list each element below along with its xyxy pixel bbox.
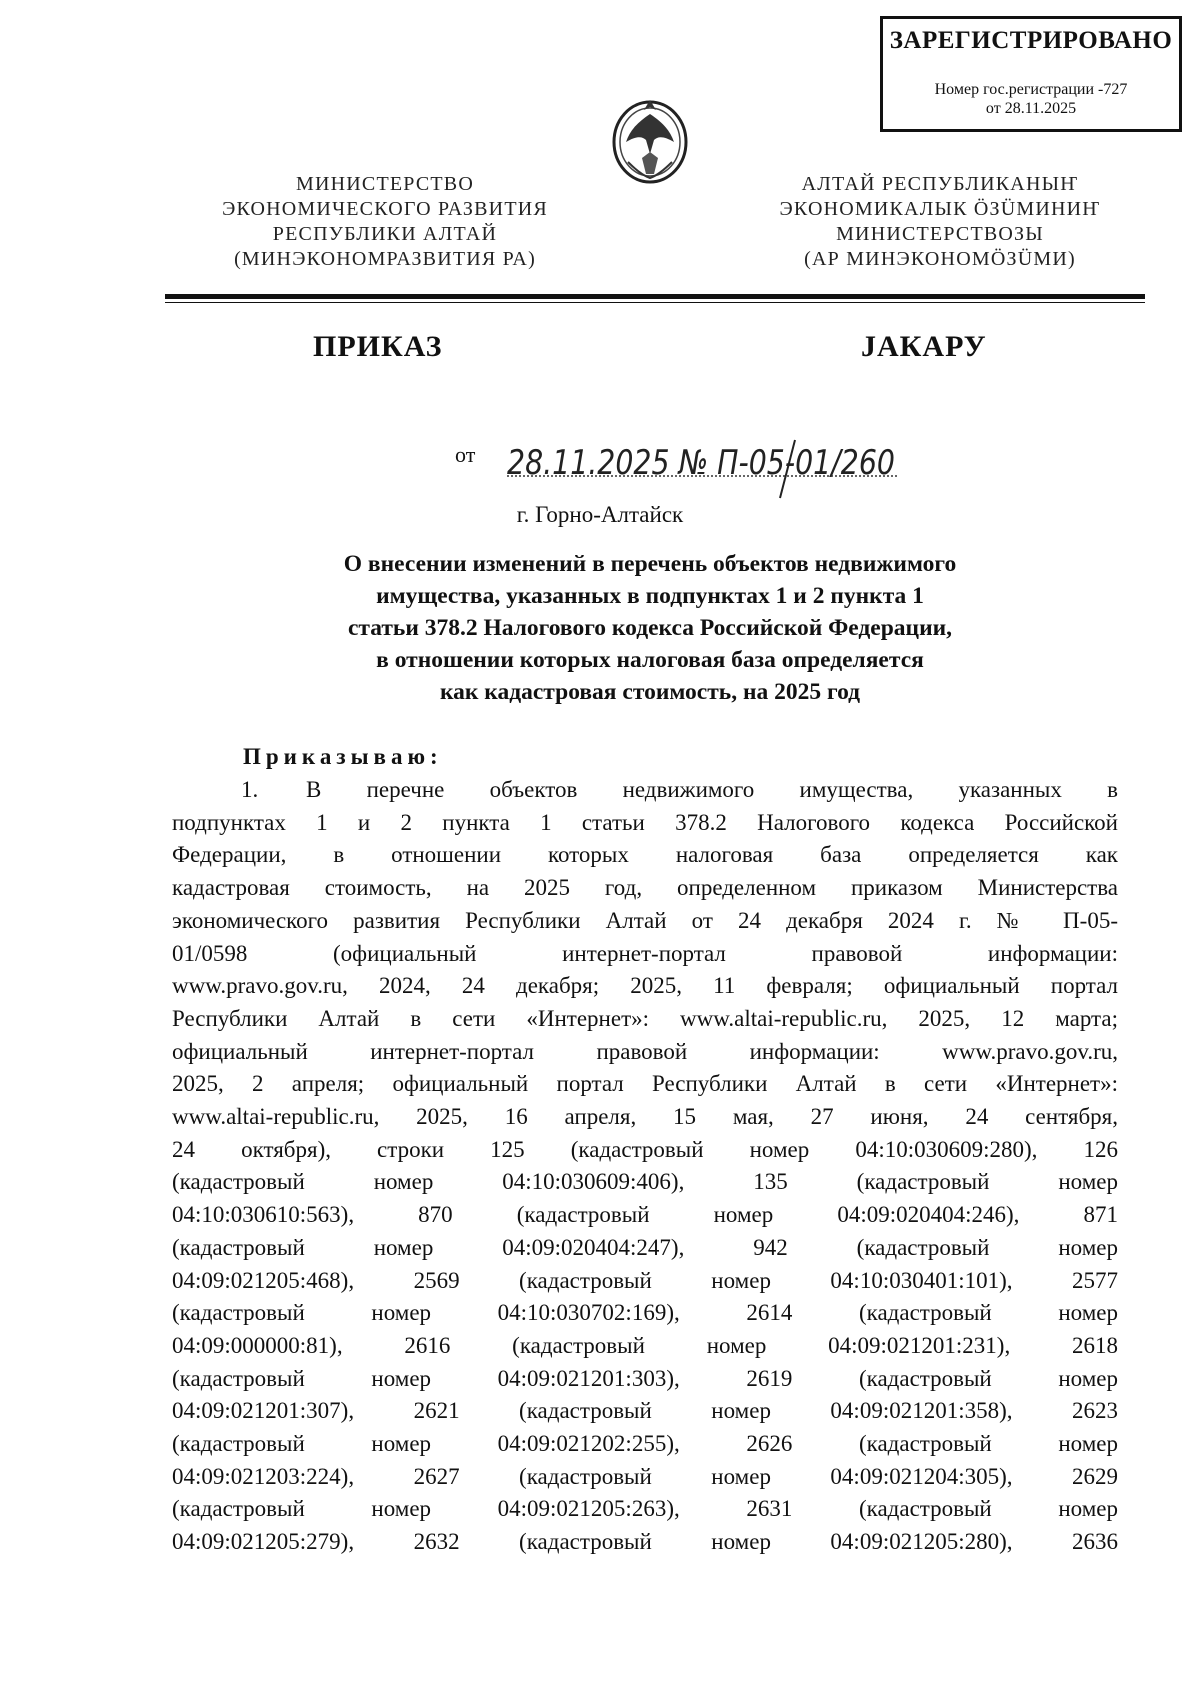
city: г. Горно-Алтайск <box>516 502 684 527</box>
body-line: подпунктах 1 и 2 пункта 1 статьи 378.2 Налогового кодекса Российской <box>172 809 1118 835</box>
body-line: www.altai-republic.ru, 2025, 16 апреля, 15 мая, 27 июня, 24 сентября, <box>172 1104 1118 1130</box>
title-line: как кадастровая стоимость, на 2025 год <box>439 679 861 705</box>
body-line <box>172 774 1118 807</box>
body-line: www.pravo.gov.ru, 2024, 24 декабря; 2025, 11 февраля; официальный портал <box>172 973 1118 999</box>
ministry-line: (АР МИНЭКОНОМÖЗÜМИ) <box>804 248 1076 270</box>
coat-of-arms-icon <box>608 92 692 188</box>
body-line: 04:10:030610:563), 870 (кадастровый номер 04:09:020404:246), 871 <box>172 1202 1118 1228</box>
order-word-ru: ПРИКАЗ <box>313 330 443 363</box>
body-line: 01/0598 (официальный интернет-портал правовой информации: <box>172 940 1118 966</box>
body-line: официальный интернет-портал правовой информации: www.pravo.gov.ru, <box>172 1038 1118 1064</box>
body-line: 04:09:000000:81), 2616 (кадастровый номер 04:09:021201:231), 2618 <box>172 1332 1118 1358</box>
body-line: Республики Алтай в сети «Интернет»: www.altai-republic.ru, 2025, 12 марта; <box>172 1005 1118 1031</box>
ministry-name-alt <box>750 172 1130 272</box>
handwritten-text: 28.11.2025 № П-05-01/260 <box>507 443 895 483</box>
body-line: Федерации, в отношении которых налоговая база определяется как <box>172 842 1118 868</box>
order-body <box>172 774 1118 1559</box>
title-line: статьи 378.2 Налогового кодекса Российской Федерации, <box>347 615 953 641</box>
body-line: 04:09:021203:224), 2627 (кадастровый номер 04:09:021204:305), 2629 <box>172 1463 1118 1489</box>
body-line: 04:09:021205:468), 2569 (кадастровый номер 04:10:030401:101), 2577 <box>172 1267 1118 1293</box>
ministry-line: МИНИСТЕРСТВОЗЫ <box>836 223 1044 245</box>
body-line: 04:09:021205:279), 2632 (кадастровый номер 04:09:021205:280), 2636 <box>172 1529 1118 1555</box>
body-line: 04:09:021201:307), 2621 (кадастровый номер 04:09:021201:358), 2623 <box>172 1398 1118 1424</box>
body-line: (кадастровый номер 04:10:030609:406), 135 (кадастровый номер <box>172 1169 1118 1195</box>
prikazyvayu-heading: Приказываю: <box>243 744 443 769</box>
body-line: (кадастровый номер 04:09:021201:303), 2619 (кадастровый номер <box>172 1365 1118 1391</box>
ministry-line: АЛТАЙ РЕСПУБЛИКАНЫҤ <box>801 173 1079 195</box>
registration-stamp <box>880 16 1182 132</box>
stamp-reg-date: от 28.11.2025 <box>985 100 1077 117</box>
order-word-alt: JАКАРУ <box>861 330 987 363</box>
body-line: (кадастровый номер 04:09:020404:247), 942 (кадастровый номер <box>172 1234 1118 1260</box>
ministry-line: (МИНЭКОНОМРАЗВИТИЯ РА) <box>234 248 536 270</box>
item-number: 1. <box>241 777 259 802</box>
body-line: (кадастровый номер 04:09:021205:263), 2631 (кадастровый номер <box>172 1496 1118 1522</box>
body-line: 2025, 2 апреля; официальный портал Республики Алтай в сети «Интернет»: <box>172 1071 1118 1097</box>
body-line: 24 октября), строки 125 (кадастровый номер 04:10:030609:280), 126 <box>172 1136 1118 1162</box>
ministry-line: ЭКОНОМИЧЕСКОГО РАЗВИТИЯ <box>222 198 548 220</box>
document-title <box>170 548 1130 708</box>
handwritten-date-number <box>455 432 1015 502</box>
title-line: в отношении которых налоговая база определяется <box>376 647 924 673</box>
stamp-reg-number: Номер гос.регистрации -727 <box>934 81 1128 98</box>
header-divider-thick <box>165 294 1145 299</box>
stamp-title: ЗАРЕГИСТРИРОВАНО <box>889 27 1173 54</box>
body-line: (кадастровый номер 04:10:030702:169), 2614 (кадастровый номер <box>172 1300 1118 1326</box>
ministry-name-ru <box>195 172 575 272</box>
body-line: кадастровая стоимость, на 2025 год, определенном приказом Министерства <box>172 875 1118 901</box>
title-line: О внесении изменений в перечень объектов недвижимого <box>343 551 957 577</box>
body-line-text: В перечне объектов недвижимого имущества, указанных в <box>306 777 1118 802</box>
title-line: имущества, указанных в подпунктах 1 и 2 пункта 1 <box>376 583 924 609</box>
ministry-line: МИНИСТЕРСТВО <box>296 173 474 195</box>
order-date-number <box>455 432 1015 502</box>
ministry-line: ЭКОНОМИКАЛЫК ÖЗÜМИНИҤ <box>779 198 1101 220</box>
ministry-line: РЕСПУБЛИКИ АЛТАЙ <box>272 223 498 245</box>
body-line: экономического развития Республики Алтай от 24 декабря 2024 г. № П-05- <box>172 907 1118 933</box>
header-divider-thin <box>165 302 1145 303</box>
body-line: (кадастровый номер 04:09:021202:255), 2626 (кадастровый номер <box>172 1431 1118 1457</box>
date-prefix: от <box>455 442 476 467</box>
